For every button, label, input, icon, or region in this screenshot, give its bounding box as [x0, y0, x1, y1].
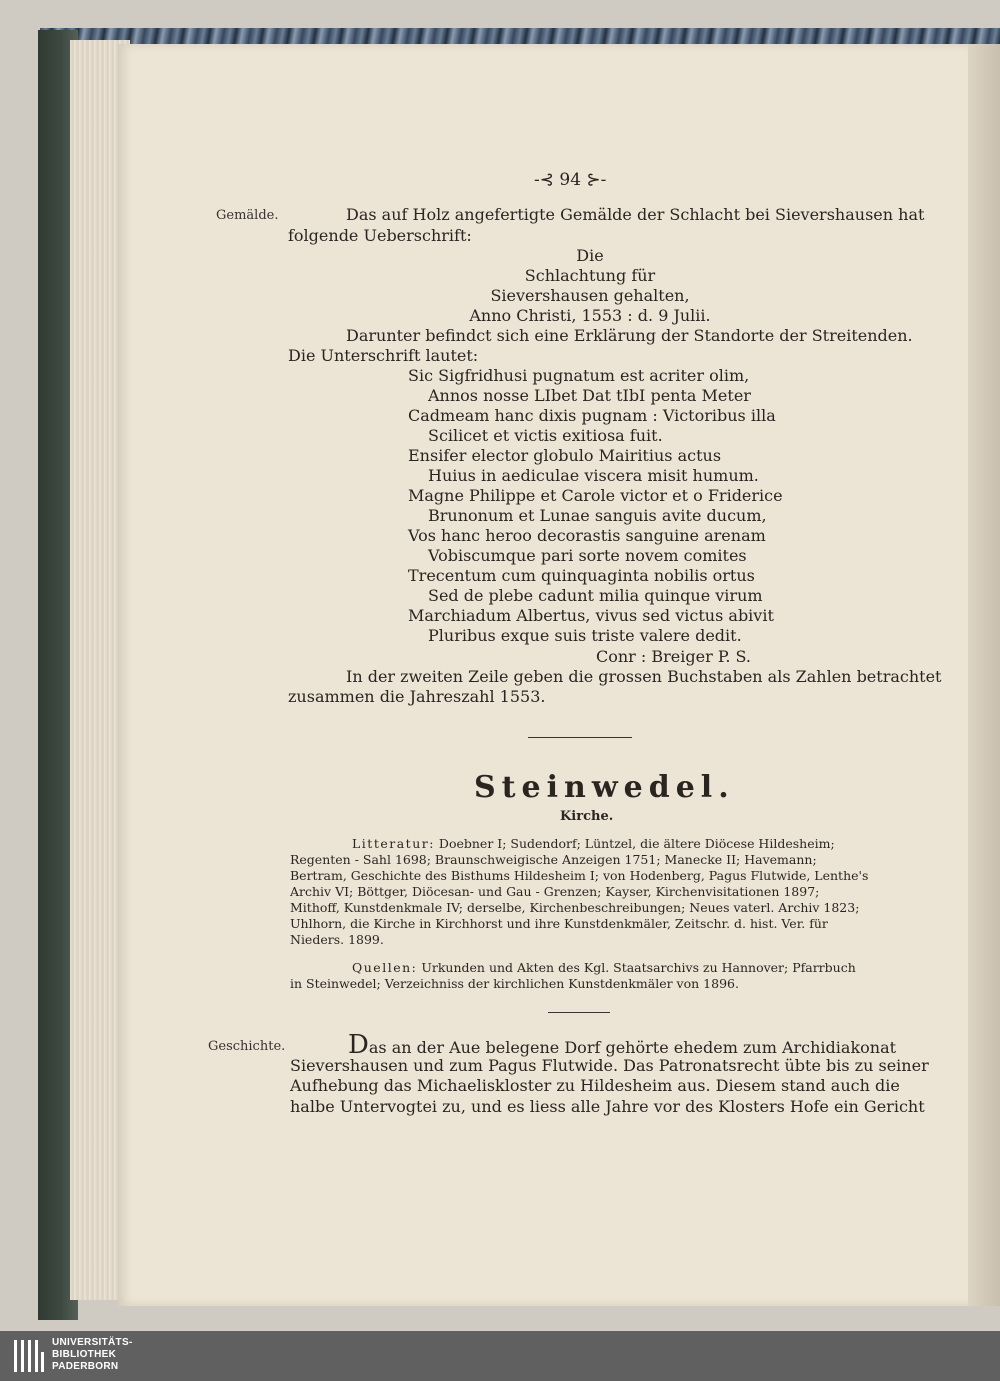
section-subtitle: Kirche.	[560, 809, 614, 824]
heading-line-1: Die	[576, 246, 604, 265]
page-header: -⊰ 94 ⊱-	[534, 170, 607, 190]
literatur-line-3: Bertram, Geschichte des Bisthums Hildesheim I; von Hodenberg, Pagus Flutwide, Lenthe's	[290, 868, 869, 883]
heading-line-4: Anno Christi, 1553 : d. 9 Julii.	[469, 306, 711, 325]
logo-line-2: BIBLIOTHEK	[52, 1349, 117, 1360]
verse-line-6: Huius in aediculae viscera misit humum.	[428, 466, 759, 485]
margin-note-geschichte: Geschichte.	[208, 1039, 286, 1054]
quellen-line-2: in Steinwedel; Verzeichniss der kirchlichen Kunstdenkmäler von 1896.	[290, 976, 739, 991]
verse-line-14: Pluribus exque suis triste valere dedit.	[428, 626, 742, 645]
logo-line-3: PADERBORN	[52, 1361, 119, 1372]
library-logo-icon	[14, 1340, 44, 1372]
verse-line-11: Trecentum cum quinquaginta nobilis ortus	[408, 566, 755, 585]
closing-line-2: zusammen die Jahreszahl 1553.	[288, 687, 546, 706]
closing-line-1: In der zweiten Zeile geben die grossen Buchstaben als Zahlen betrachtet	[346, 667, 942, 686]
verse-line-7: Magne Philippe et Carole victor et o Friderice	[408, 486, 783, 505]
margin-note-gemaelde: Gemälde.	[216, 208, 279, 223]
literatur-line-6: Uhlhorn, die Kirche in Kirchhorst und ihre Kunstdenkmäler, Zeitschr. d. hist. Ver. für	[290, 916, 828, 931]
geschichte-line-2: Sievershausen und zum Pagus Flutwide. Das Patronatsrecht übte bis zu seiner	[290, 1056, 929, 1075]
quellen-label: Quellen:	[352, 960, 418, 975]
verse-line-9: Vos hanc heroo decorastis sanguine arenam	[408, 526, 766, 545]
verse-line-2: Annos nosse LIbet Dat tIbI penta Meter	[428, 386, 751, 405]
verse-line-1: Sic Sigfridhusi pugnatum est acriter olim,	[408, 366, 750, 385]
gemaelde-intro-line-1: Das auf Holz angefertigte Gemälde der Schlacht bei Sievershausen hat	[346, 205, 925, 224]
quellen-text-1: Urkunden und Akten des Kgl. Staatsarchivs zu Hannover; Pfarrbuch	[421, 960, 856, 975]
geschichte-line-4: halbe Untervogtei zu, und es liess alle Jahre vor des Klosters Hofe ein Gericht	[290, 1097, 925, 1116]
literatur-line-5: Mithoff, Kunstdenkmale IV; derselbe, Kirchenbeschreibungen; Neues vaterl. Archiv 1823;	[290, 900, 860, 915]
literatur-text-1: Doebner I; Sudendorf; Lüntzel, die ältere Diöcese Hildesheim;	[438, 836, 835, 851]
facing-page-edge	[968, 44, 1000, 1306]
geschichte-line-1	[348, 1030, 897, 1060]
verse-line-3: Cadmeam hanc dixis pugnam : Victoribus illa	[408, 406, 776, 425]
library-logo-text	[52, 1337, 133, 1373]
literatur-line-1	[352, 836, 835, 852]
geschichte-line-1-text: as an der Aue belegene Dorf gehörte ehedem zum Archidiakonat	[368, 1038, 897, 1057]
literatur-line-2: Regenten - Sahl 1698; Braunschweigische Anzeigen 1751; Manecke II; Havemann;	[290, 852, 817, 867]
verse-line-5: Ensifer elector globulo Mairitius actus	[408, 446, 722, 465]
heading-line-3: Sievershausen gehalten,	[490, 286, 690, 305]
verse-line-8: Brunonum et Lunae sanguis avite ducum,	[428, 506, 767, 525]
verse-line-10: Vobiscumque pari sorte novem comites	[428, 546, 747, 565]
section-title: Steinwedel.	[474, 770, 735, 805]
verse-line-12: Sed de plebe cadunt milia quinque virum	[428, 586, 763, 605]
darunter-line-2: Die Unterschrift lautet:	[288, 346, 479, 365]
short-divider	[548, 1012, 610, 1013]
verse-line-13: Marchiadum Albertus, vivus sed victus abivit	[408, 606, 774, 625]
verse-line-4: Scilicet et victis exitiosa fuit.	[428, 426, 663, 445]
quellen-line-1	[352, 960, 856, 976]
darunter-line-1: Darunter befindct sich eine Erklärung der Standorte der Streitenden.	[346, 326, 913, 345]
gemaelde-intro-line-2: folgende Ueberschrift:	[288, 226, 472, 245]
literatur-label: Litteratur:	[352, 836, 435, 851]
section-divider	[528, 737, 632, 738]
literatur-line-7: Nieders. 1899.	[290, 932, 384, 947]
logo-line-1: UNIVERSITÄTS-	[52, 1337, 133, 1348]
drop-cap: D	[348, 1030, 369, 1060]
literatur-line-4: Archiv VI; Böttger, Diöcesan- und Gau - Grenzen; Kayser, Kirchenvisitationen 1897;	[290, 884, 820, 899]
geschichte-line-3: Aufhebung das Michaeliskloster zu Hildesheim aus. Diesem stand auch die	[290, 1076, 900, 1095]
heading-line-2: Schlachtung für	[524, 266, 656, 285]
library-footer	[0, 1331, 1000, 1381]
signature: Conr : Breiger P. S.	[596, 647, 751, 666]
